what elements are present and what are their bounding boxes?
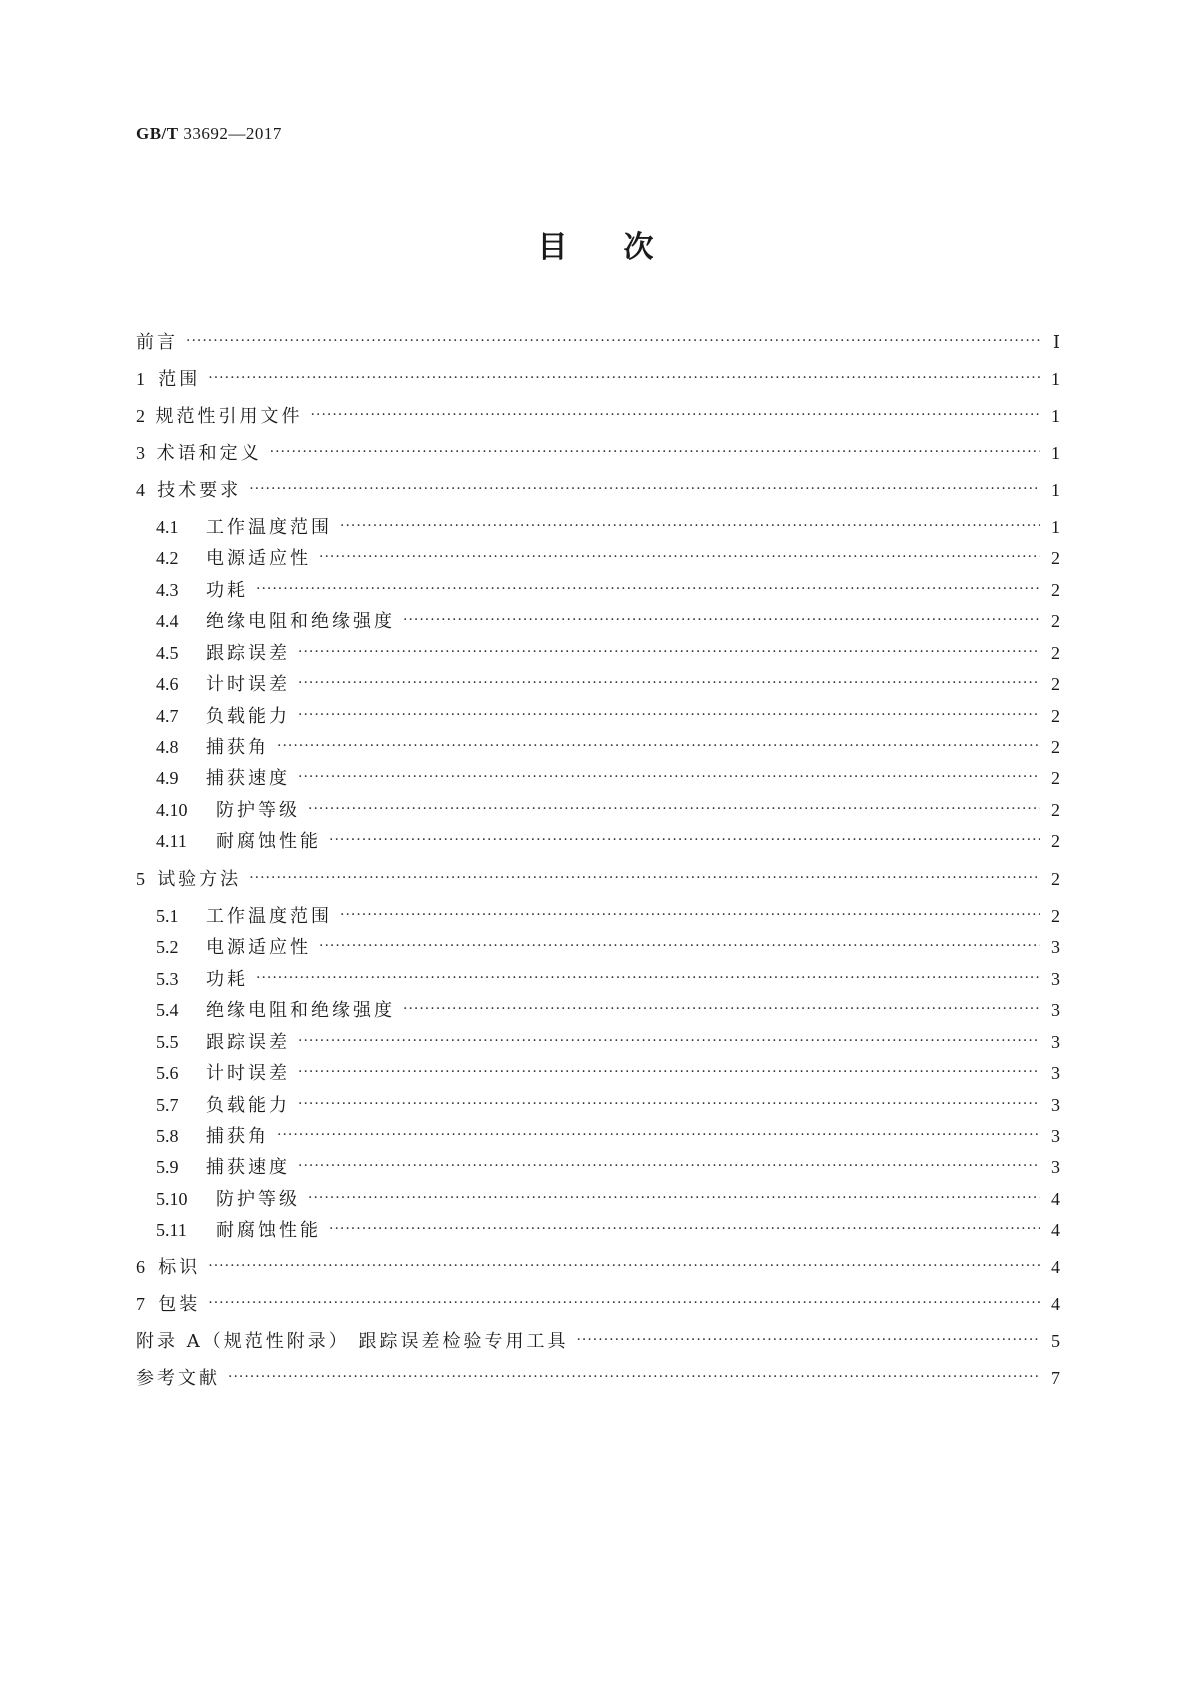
toc-entry-page: 3 [1051, 1063, 1060, 1083]
toc-entry-page: 3 [1051, 1126, 1060, 1146]
toc-leader-dots [308, 1185, 1040, 1211]
toc-entry[interactable] [156, 577, 1060, 603]
toc-leader-dots [319, 544, 1040, 570]
toc-entry[interactable] [156, 1092, 1060, 1118]
toc-entry-label: 计时误差 [206, 674, 290, 695]
toc-entry-label: 参考文献 [136, 1368, 220, 1389]
toc-entry-page: 2 [1051, 800, 1060, 820]
toc-entry-number: 3 [136, 443, 145, 463]
toc-entry[interactable] [136, 477, 1060, 503]
toc-entry-page: 4 [1051, 1220, 1060, 1240]
toc-entry[interactable] [156, 828, 1060, 854]
toc-entry-page: 2 [1051, 768, 1060, 788]
toc-entry[interactable] [156, 1154, 1060, 1180]
toc-leader-dots [340, 902, 1040, 928]
toc-leader-dots [403, 607, 1040, 633]
toc-entry-number: 5.4 [156, 1000, 179, 1020]
toc-entry-number: 5.1 [156, 906, 179, 926]
toc-leader-dots [329, 827, 1040, 853]
toc-entry-label: 捕获速度 [206, 768, 290, 789]
toc-entry-label: 标识 [158, 1257, 201, 1278]
toc-entry-number: 5.2 [156, 937, 179, 957]
toc-entry[interactable] [136, 440, 1060, 466]
toc-entry-label: 规范性引用文件 [155, 406, 303, 427]
toc-entry-label: 范围 [158, 369, 201, 390]
toc-entry[interactable] [156, 966, 1060, 992]
toc-entry-label: 电源适应性 [206, 937, 311, 958]
toc-entry-label: 绝缘电阻和绝缘强度 [206, 611, 395, 632]
toc-entry-number: 2 [136, 406, 145, 426]
toc-leader-dots [208, 1253, 1040, 1279]
toc-entry-label: 前言 [136, 332, 178, 353]
toc-entry-page: 3 [1051, 1000, 1060, 1020]
toc-leader-dots [186, 328, 1040, 354]
toc-leader-dots [298, 702, 1040, 728]
toc-entry-number: 1 [136, 369, 145, 389]
toc-entry-number: 5.3 [156, 969, 179, 989]
toc-leader-dots [298, 1028, 1040, 1054]
toc-entry-label: 防护等级 [216, 800, 300, 821]
toc-entry[interactable] [136, 1328, 1060, 1354]
toc-entry[interactable] [156, 608, 1060, 634]
toc-entry-number: 5.10 [156, 1189, 188, 1209]
toc-entry-number: 4.11 [156, 831, 187, 851]
toc-entry-label: 负载能力 [206, 1095, 290, 1116]
toc-leader-dots [298, 764, 1040, 790]
toc-leader-dots [329, 1216, 1040, 1242]
toc-entry[interactable] [136, 866, 1060, 892]
toc-entry-page: 2 [1051, 737, 1060, 757]
toc-entry-page: 2 [1051, 906, 1060, 926]
toc-leader-dots [298, 670, 1040, 696]
toc-entry[interactable] [136, 1365, 1060, 1391]
toc-entry[interactable] [156, 903, 1060, 929]
standard-number: 33692—2017 [183, 124, 282, 143]
page-title: 目次 [537, 230, 710, 265]
toc-entry-page: 5 [1051, 1331, 1060, 1351]
toc-leader-dots [308, 796, 1040, 822]
toc-leader-dots [298, 1059, 1040, 1085]
toc-entry-number: 4 [136, 480, 145, 500]
toc-entry-page: 1 [1051, 406, 1060, 426]
toc-entry-page: 2 [1051, 643, 1060, 663]
toc-entry-label: 捕获速度 [206, 1157, 290, 1178]
toc-entry-label: 工作温度范围 [206, 906, 332, 927]
toc-entry-page: 7 [1051, 1368, 1060, 1388]
toc-leader-dots [277, 1122, 1040, 1148]
toc-leader-dots [403, 996, 1040, 1022]
toc-entry-label: 防护等级 [216, 1189, 300, 1210]
toc-entry[interactable] [136, 403, 1060, 429]
toc-leader-dots [298, 1153, 1040, 1179]
toc-leader-dots [228, 1364, 1040, 1390]
standard-code [136, 124, 282, 144]
toc-entry-number: 5.5 [156, 1032, 179, 1052]
toc-leader-dots [311, 402, 1040, 428]
toc-leader-dots [319, 933, 1040, 959]
toc-entry-number: 7 [136, 1294, 145, 1314]
toc-entry-label: 试验方法 [157, 869, 242, 890]
toc-entry-number: 5.9 [156, 1157, 179, 1177]
toc-entry-page: 3 [1051, 937, 1060, 957]
toc-entry-page: 2 [1051, 706, 1060, 726]
toc-entry-label: 技术要求 [157, 480, 242, 501]
toc-entry[interactable] [156, 703, 1060, 729]
toc-entry-page: 1 [1051, 369, 1060, 389]
toc-entry[interactable] [136, 1254, 1060, 1280]
toc-entry-label: 工作温度范围 [206, 517, 332, 538]
toc-entry[interactable] [156, 765, 1060, 791]
toc-entry-label: 负载能力 [206, 706, 290, 727]
toc-entry-label: 耐腐蚀性能 [216, 1220, 321, 1241]
toc-leader-dots [298, 639, 1040, 665]
toc-entry-number: 5.7 [156, 1095, 179, 1115]
toc-entry-page: 1 [1051, 480, 1060, 500]
toc-entry-label: 计时误差 [206, 1063, 290, 1084]
toc-leader-dots [270, 439, 1040, 465]
toc-entry-number: 5.6 [156, 1063, 179, 1083]
toc-leader-dots [340, 513, 1040, 539]
toc-entry-number: 4.8 [156, 737, 179, 757]
toc-entry-page: 2 [1051, 548, 1060, 568]
toc-entry-page: 2 [1051, 869, 1060, 889]
toc-leader-dots [249, 865, 1040, 891]
toc-entry[interactable] [156, 1217, 1060, 1243]
toc-entry-page: Ⅰ [1052, 332, 1060, 352]
toc-entry-label: 附录 A（规范性附录） 跟踪误差检验专用工具 [136, 1331, 569, 1352]
toc-entry[interactable] [156, 1123, 1060, 1149]
toc-entry-page: 3 [1051, 969, 1060, 989]
toc-entry[interactable] [156, 671, 1060, 697]
toc-entry-number: 4.6 [156, 674, 179, 694]
toc-leader-dots [298, 1091, 1040, 1117]
standard-prefix: GB/T [136, 124, 179, 143]
toc-entry[interactable] [136, 329, 1060, 355]
toc-entry-label: 包装 [158, 1294, 201, 1315]
toc-entry[interactable] [156, 934, 1060, 960]
toc-entry[interactable] [156, 514, 1060, 540]
toc-entry-label: 捕获角 [206, 737, 269, 758]
toc-entry-label: 功耗 [206, 580, 248, 601]
toc-entry[interactable] [156, 797, 1060, 823]
toc-entry-number: 5 [136, 869, 145, 889]
toc-entry-page: 3 [1051, 1095, 1060, 1115]
toc-entry-number: 4.5 [156, 643, 179, 663]
toc-leader-dots [256, 576, 1040, 602]
toc-leader-dots [256, 965, 1040, 991]
toc-entry-number: 4.4 [156, 611, 179, 631]
toc-leader-dots [249, 476, 1040, 502]
toc-entry-number: 4.10 [156, 800, 188, 820]
toc-leader-dots [576, 1327, 1040, 1353]
toc-leader-dots [208, 1290, 1040, 1316]
toc-entry[interactable] [156, 997, 1060, 1023]
toc-entry-page: 2 [1051, 580, 1060, 600]
toc-entry-number: 5.8 [156, 1126, 179, 1146]
toc-entry-page: 1 [1051, 443, 1060, 463]
toc-entry[interactable] [136, 366, 1060, 392]
toc-entry-page: 4 [1051, 1294, 1060, 1314]
toc-entry-label: 绝缘电阻和绝缘强度 [206, 1000, 395, 1021]
toc-entry-number: 4.7 [156, 706, 179, 726]
toc-entry-number: 5.11 [156, 1220, 187, 1240]
toc-entry-label: 跟踪误差 [206, 643, 290, 664]
toc-leader-dots [277, 733, 1040, 759]
toc-entry-number: 4.1 [156, 517, 179, 537]
toc-entry-number: 4.9 [156, 768, 179, 788]
toc-entry-page: 3 [1051, 1032, 1060, 1052]
toc-entry-page: 4 [1051, 1257, 1060, 1277]
toc-entry[interactable] [156, 1029, 1060, 1055]
toc-entry-label: 耐腐蚀性能 [216, 831, 321, 852]
toc-entry-label: 电源适应性 [206, 548, 311, 569]
toc-entry[interactable] [156, 545, 1060, 571]
toc-entry-label: 功耗 [206, 969, 248, 990]
toc-entry-number: 4.2 [156, 548, 179, 568]
toc-entry-page: 2 [1051, 611, 1060, 631]
toc-entry[interactable] [156, 734, 1060, 760]
toc-entry[interactable] [156, 1060, 1060, 1086]
toc-entry-label: 跟踪误差 [206, 1032, 290, 1053]
toc-entry-page: 4 [1051, 1189, 1060, 1209]
toc-entry-page: 1 [1051, 517, 1060, 537]
toc-entry-label: 捕获角 [206, 1126, 269, 1147]
toc-entry[interactable] [136, 1291, 1060, 1317]
toc-entry[interactable] [156, 640, 1060, 666]
toc-leader-dots [208, 365, 1040, 391]
toc-entry[interactable] [156, 1186, 1060, 1212]
toc-entry-label: 术语和定义 [156, 443, 262, 464]
toc-entry-number: 4.3 [156, 580, 179, 600]
toc-entry-page: 3 [1051, 1157, 1060, 1177]
toc-entry-page: 2 [1051, 674, 1060, 694]
toc-entry-page: 2 [1051, 831, 1060, 851]
toc-entry-number: 6 [136, 1257, 145, 1277]
